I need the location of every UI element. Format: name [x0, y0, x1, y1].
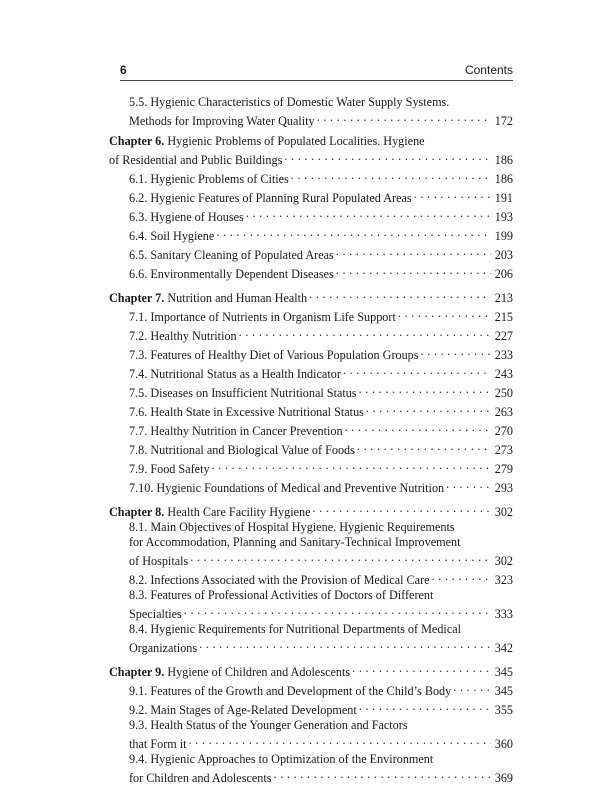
- toc-entry-section[interactable]: [109, 168, 513, 187]
- chapter-title-line: [109, 134, 513, 149]
- entry-text: 7.1. Importance of Nutrients in Organism Life Support: [129, 310, 396, 324]
- entry-text: 7.6. Health State in Excessive Nutritional Status: [129, 405, 364, 419]
- running-title: Contents: [464, 63, 513, 77]
- entry-page-number: 355: [494, 703, 513, 717]
- toc-entry-section[interactable]: [109, 458, 513, 477]
- toc-entry-section[interactable]: [109, 325, 513, 344]
- section-title-cont: for Children and Adolescents: [129, 771, 272, 785]
- dot-leader: [334, 244, 491, 259]
- entry-title: [129, 443, 355, 458]
- toc-entry-section[interactable]: [109, 699, 513, 718]
- dot-leader: [237, 325, 491, 340]
- toc-entry-section[interactable]: [109, 110, 513, 129]
- section-title-line: 8.4. Hygienic Requirements for Nutritional Departments of Medical: [129, 622, 462, 636]
- dot-leader: [364, 401, 491, 416]
- entry-title: [129, 607, 182, 622]
- entry-text: 7.3. Features of Healthy Diet of Various Population Groups: [129, 348, 419, 362]
- toc-entry-section[interactable]: [109, 244, 513, 263]
- entry-title: [129, 191, 412, 206]
- dot-leader: [350, 661, 491, 676]
- dot-leader: [357, 382, 491, 397]
- section-title-line: 9.3. Health Status of the Younger Generation and Factors: [129, 718, 408, 732]
- page-number: 6: [120, 63, 127, 77]
- toc-entry-section[interactable]: [109, 344, 513, 363]
- entry-text: 7.2. Healthy Nutrition: [129, 329, 237, 343]
- dot-leader: [188, 550, 490, 565]
- entry-title: [129, 267, 334, 282]
- entry-title: [129, 386, 357, 401]
- toc-entry-chapter[interactable]: [109, 287, 513, 306]
- entry-page-number: 172: [494, 114, 513, 128]
- dot-leader: [311, 501, 491, 516]
- dot-leader: [334, 263, 491, 278]
- entry-text: 7.8. Nutritional and Biological Value of Foods: [129, 443, 355, 457]
- entry-page-number: 360: [494, 737, 513, 751]
- dot-leader: [289, 168, 491, 183]
- dot-leader: [272, 767, 491, 782]
- page-header: [120, 62, 513, 81]
- toc-entry-section[interactable]: [109, 680, 513, 699]
- section-title-line: 9.4. Hygienic Approaches to Optimization of the Environment: [129, 752, 434, 766]
- toc-entry-section[interactable]: [109, 187, 513, 206]
- section-title-line: 8.1. Main Objectives of Hospital Hygiene. Hygienic Requirements: [129, 520, 455, 534]
- entry-page-number: 213: [494, 291, 513, 305]
- entry-page-number: 345: [494, 684, 513, 698]
- entry-page-number: 293: [494, 481, 513, 495]
- entry-text: 9.2. Main Stages of Age-Related Development: [129, 703, 357, 717]
- toc-entry-section[interactable]: [109, 569, 513, 588]
- entry-page-number: 250: [494, 386, 513, 400]
- dot-leader: [357, 699, 491, 714]
- chapter-title: Health Care Facility Hygiene: [167, 505, 311, 519]
- entry-title: [129, 462, 210, 477]
- entry-text: 7.5. Diseases on Insufficient Nutritional Status: [129, 386, 357, 400]
- section-title-line: 5.5. Hygienic Characteristics of Domestic Water Supply Systems.: [129, 95, 450, 109]
- entry-text: 6.3. Hygiene of Houses: [129, 210, 244, 224]
- entry-title: [129, 641, 197, 656]
- toc-entry-section[interactable]: [109, 439, 513, 458]
- toc-entry-section[interactable]: [109, 363, 513, 382]
- chapter-label: Chapter 9.: [109, 665, 165, 679]
- dot-leader: [341, 363, 491, 378]
- entry-title: [129, 405, 364, 420]
- entry-page-number: 263: [494, 405, 513, 419]
- dot-leader: [307, 287, 491, 302]
- dot-leader: [214, 225, 490, 240]
- dot-leader: [412, 187, 491, 202]
- entry-text: 6.6. Environmentally Dependent Diseases: [129, 267, 334, 281]
- entry-page-number: 193: [494, 210, 513, 224]
- entry-title: [129, 481, 444, 496]
- entry-page-number: 191: [494, 191, 513, 205]
- chapter-title-cont: of Residential and Public Buildings: [109, 153, 283, 167]
- dot-leader: [396, 306, 491, 321]
- dot-leader: [210, 458, 491, 473]
- toc-entry-section[interactable]: [109, 603, 513, 622]
- toc-entry-section[interactable]: [109, 206, 513, 225]
- entry-page-number: 279: [494, 462, 513, 476]
- toc-entry-section[interactable]: [109, 637, 513, 656]
- entry-title: [129, 348, 419, 363]
- entry-title: [129, 424, 343, 439]
- entry-page-number: 186: [494, 172, 513, 186]
- toc-entry-section[interactable]: [109, 263, 513, 282]
- entry-page-number: 227: [494, 329, 513, 343]
- entry-page-number: 302: [494, 505, 513, 519]
- entry-page-number: 342: [494, 641, 513, 655]
- dot-leader: [182, 603, 491, 618]
- entry-text: 8.2. Infections Associated with the Provision of Medical Care: [129, 573, 430, 587]
- entry-title: [129, 367, 341, 382]
- dot-leader: [187, 733, 491, 748]
- table-of-contents: [109, 95, 513, 786]
- dot-leader: [197, 637, 491, 652]
- entry-page-number: 333: [494, 607, 513, 621]
- entry-title: [109, 153, 282, 168]
- chapter-title: Hygiene of Children and Adolescents: [167, 665, 351, 679]
- section-title-cont: Organizations: [129, 641, 198, 655]
- section-title-line: for Accommodation, Planning and Sanitary-Technical Improvement: [129, 535, 461, 549]
- entry-page-number: 186: [494, 153, 513, 167]
- dot-leader: [419, 344, 491, 359]
- entry-title: [129, 771, 272, 786]
- entry-page-number: 270: [494, 424, 513, 438]
- entry-title: [109, 291, 307, 306]
- entry-page-number: 323: [494, 573, 513, 587]
- entry-text: 7.7. Healthy Nutrition in Cancer Prevention: [129, 424, 343, 438]
- entry-page-number: 215: [494, 310, 513, 324]
- entry-text: 6.2. Hygienic Features of Planning Rural Populated Areas: [129, 191, 412, 205]
- toc-entry-section[interactable]: [109, 401, 513, 420]
- chapter-label: Chapter 8.: [109, 505, 165, 519]
- chapter-label: Chapter 6.: [109, 134, 165, 148]
- dot-leader: [315, 110, 491, 125]
- toc-entry-chapter[interactable]: [109, 501, 513, 520]
- entry-title: [129, 684, 451, 699]
- toc-entry-chapter[interactable]: [109, 661, 513, 680]
- section-title-cont: of Hospitals: [129, 554, 189, 568]
- dot-leader: [244, 206, 491, 221]
- entry-text: 6.1. Hygienic Problems of Cities: [129, 172, 289, 186]
- dot-leader: [282, 149, 490, 164]
- toc-entry-section[interactable]: [109, 225, 513, 244]
- entry-title: [109, 505, 311, 520]
- dot-leader: [444, 477, 491, 492]
- entry-page-number: 233: [494, 348, 513, 362]
- chapter-title: Nutrition and Human Health: [167, 291, 308, 305]
- entry-title: [129, 172, 289, 187]
- entry-page-number: 203: [494, 248, 513, 262]
- chapter-title: Hygienic Problems of Populated Localities. Hygiene: [167, 134, 425, 148]
- toc-entry-section[interactable]: [109, 733, 513, 752]
- toc-entry-section[interactable]: [109, 767, 513, 786]
- toc-entry-section[interactable]: [109, 420, 513, 439]
- dot-leader: [343, 420, 491, 435]
- entry-text: 6.4. Soil Hygiene: [129, 229, 215, 243]
- chapter-label: Chapter 7.: [109, 291, 165, 305]
- entry-title: [129, 229, 214, 244]
- dot-leader: [430, 569, 491, 584]
- entry-title: [129, 210, 244, 225]
- dot-leader: [451, 680, 490, 695]
- entry-title: [129, 703, 357, 718]
- toc-entry-section[interactable]: [109, 306, 513, 325]
- section-title-cont: Specialties: [129, 607, 182, 621]
- entry-title: [129, 310, 396, 325]
- entry-page-number: 199: [494, 229, 513, 243]
- entry-title: [129, 114, 315, 129]
- dot-leader: [355, 439, 491, 454]
- entry-title: [129, 329, 237, 344]
- entry-page-number: 243: [494, 367, 513, 381]
- toc-entry-section[interactable]: [109, 477, 513, 496]
- section-title-line: 8.3. Features of Professional Activities of Doctors of Different: [129, 588, 434, 602]
- entry-page-number: 345: [494, 665, 513, 679]
- toc-entry-section[interactable]: [109, 550, 513, 569]
- entry-title: [129, 554, 188, 569]
- entry-title: [109, 665, 350, 680]
- entry-title: [129, 573, 430, 588]
- entry-page-number: 206: [494, 267, 513, 281]
- entry-text: 7.10. Hygienic Foundations of Medical and Preventive Nutrition: [129, 481, 445, 495]
- entry-page-number: 369: [494, 771, 513, 785]
- entry-page-number: 302: [494, 554, 513, 568]
- entry-page-number: 273: [494, 443, 513, 457]
- entry-text: 7.4. Nutritional Status as a Health Indicator: [129, 367, 341, 381]
- entry-text: 9.1. Features of the Growth and Development of the Child’s Body: [129, 684, 452, 698]
- entry-text: 7.9. Food Safety: [129, 462, 210, 476]
- entry-title: [129, 248, 334, 263]
- section-title-cont: that Form it: [129, 737, 187, 751]
- toc-entry-chapter[interactable]: [109, 149, 513, 168]
- entry-text: 6.5. Sanitary Cleaning of Populated Areas: [129, 248, 334, 262]
- section-title-cont: Methods for Improving Water Quality: [129, 114, 315, 128]
- toc-entry-section[interactable]: [109, 382, 513, 401]
